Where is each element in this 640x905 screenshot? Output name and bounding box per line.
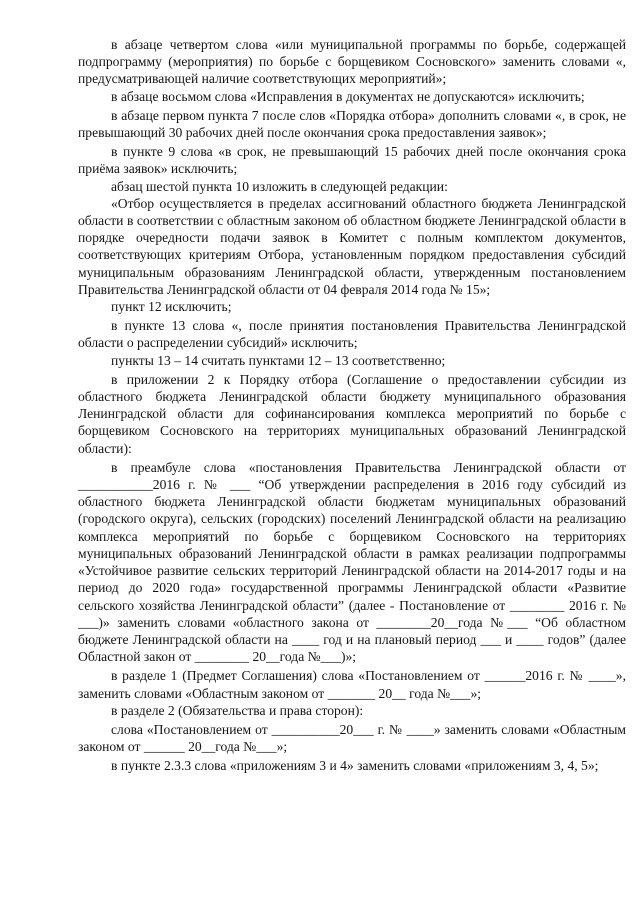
amendment-paragraph-7: пункт 12 исключить; bbox=[111, 299, 232, 315]
amendment-paragraph-1: в абзаце четвертом слова «или муниципальной программы по борьбе, содержащей подпрограмму (мероприятия) по борьбе с борщевиком Сосновского» заменить словами «, предусматривающей наличие соответствующих мероприятий»; bbox=[78, 37, 626, 87]
clause-2-3-3-amendment: в пункте 2.3.3 слова «приложениям 3 и 4» заменить словами «приложениям 3, 4, 5»; bbox=[111, 758, 599, 774]
amendment-paragraph-5: абзац шестой пункта 10 изложить в следующей редакции: bbox=[111, 178, 448, 194]
preamble-amendment: в преамбуле слова «постановления Правительства Ленинградской области от ___________2016 г. № ___ “Об утверждении распределения в 2016 году субсидий из областного бюджета Ленинградской области бюджетам муниципальных образований (городского округа), сельских (городских) поселений Ленинградской области на реализацию комплекса мероприятий по борьбе с борщевиком Сосновского на территориях муниципальных образований Ленинградской области в рамках реализации подпрограммы «Устойчивое развитие сельских территорий Ленинградской области на 2014-2017 годы и на период до 2020 года» государственной программы Ленинградской области «Развитие сельского хозяйства Ленинградской области” (далее - Постановление от ________ 2016 г. № ___)» заменить словами «областного закона от ________20__года №___ “Об областном бюджете Ленинградской области на ____ год и на плановый период ___ и ____ годов” (далее Областной закон от ________ 20__года №___)»; bbox=[78, 459, 626, 665]
amendment-paragraph-3: в абзаце первом пункта 7 после слов «Порядка отбора» дополнить словами «, в срок, не превышающий 30 рабочих дней после окончания срока предоставления заявок»; bbox=[78, 107, 626, 141]
amendment-paragraph-8: в пункте 13 слова «, после принятия постановления Правительства Ленинградской области о распределении субсидий» исключить; bbox=[78, 318, 626, 351]
quoted-new-text: «Отбор осуществляется в пределах ассигнований областного бюджета Ленинградской области в соответствии с областным законом об областном бюджете Ленинградской области в порядке очередности подачи заявок в Комитет с полным комплектом документов, соответствующих критериям Отбора, установленным порядком предоставления субсидий муниципальным образованиям Ленинградской области, утвержденным постановлением Правительства Ленинградской области от 04 февраля 2014 года № 15»; bbox=[78, 195, 626, 297]
amendment-paragraph-2: в абзаце восьмом слова «Исправления в документах не допускаются» исключить; bbox=[111, 88, 585, 104]
section-1-amendment: в разделе 1 (Предмет Соглашения) слова «Постановлением от ______2016 г. № ____», заменить словами «Областным законом от _______ 20__ года №___»; bbox=[78, 668, 626, 701]
appendix-2-heading: в приложении 2 к Порядку отбора (Соглашение о предоставлении субсидии из областного бюджета Ленинградской области бюджету муниципального образования Ленинградской области для софинансирования комплекса мероприятий по борьбе с борщевиком Сосновского на территориях муниципальных образований Ленинградской области): bbox=[78, 371, 626, 456]
document-page bbox=[78, 36, 626, 775]
amendment-paragraph-9: пункты 13 – 14 считать пунктами 12 – 13 соответственно; bbox=[111, 352, 446, 368]
section-2-heading: в разделе 2 (Обязательства и права сторон): bbox=[111, 702, 364, 718]
section-2-amendment: слова «Постановлением от __________20___ г. № ____» заменить словами «Областным законом от ______ 20__года №___»; bbox=[78, 721, 626, 755]
amendment-paragraph-4: в пункте 9 слова «в срок, не превышающий 15 рабочих дней после окончания срока приёма заявок» исключить; bbox=[78, 144, 626, 177]
